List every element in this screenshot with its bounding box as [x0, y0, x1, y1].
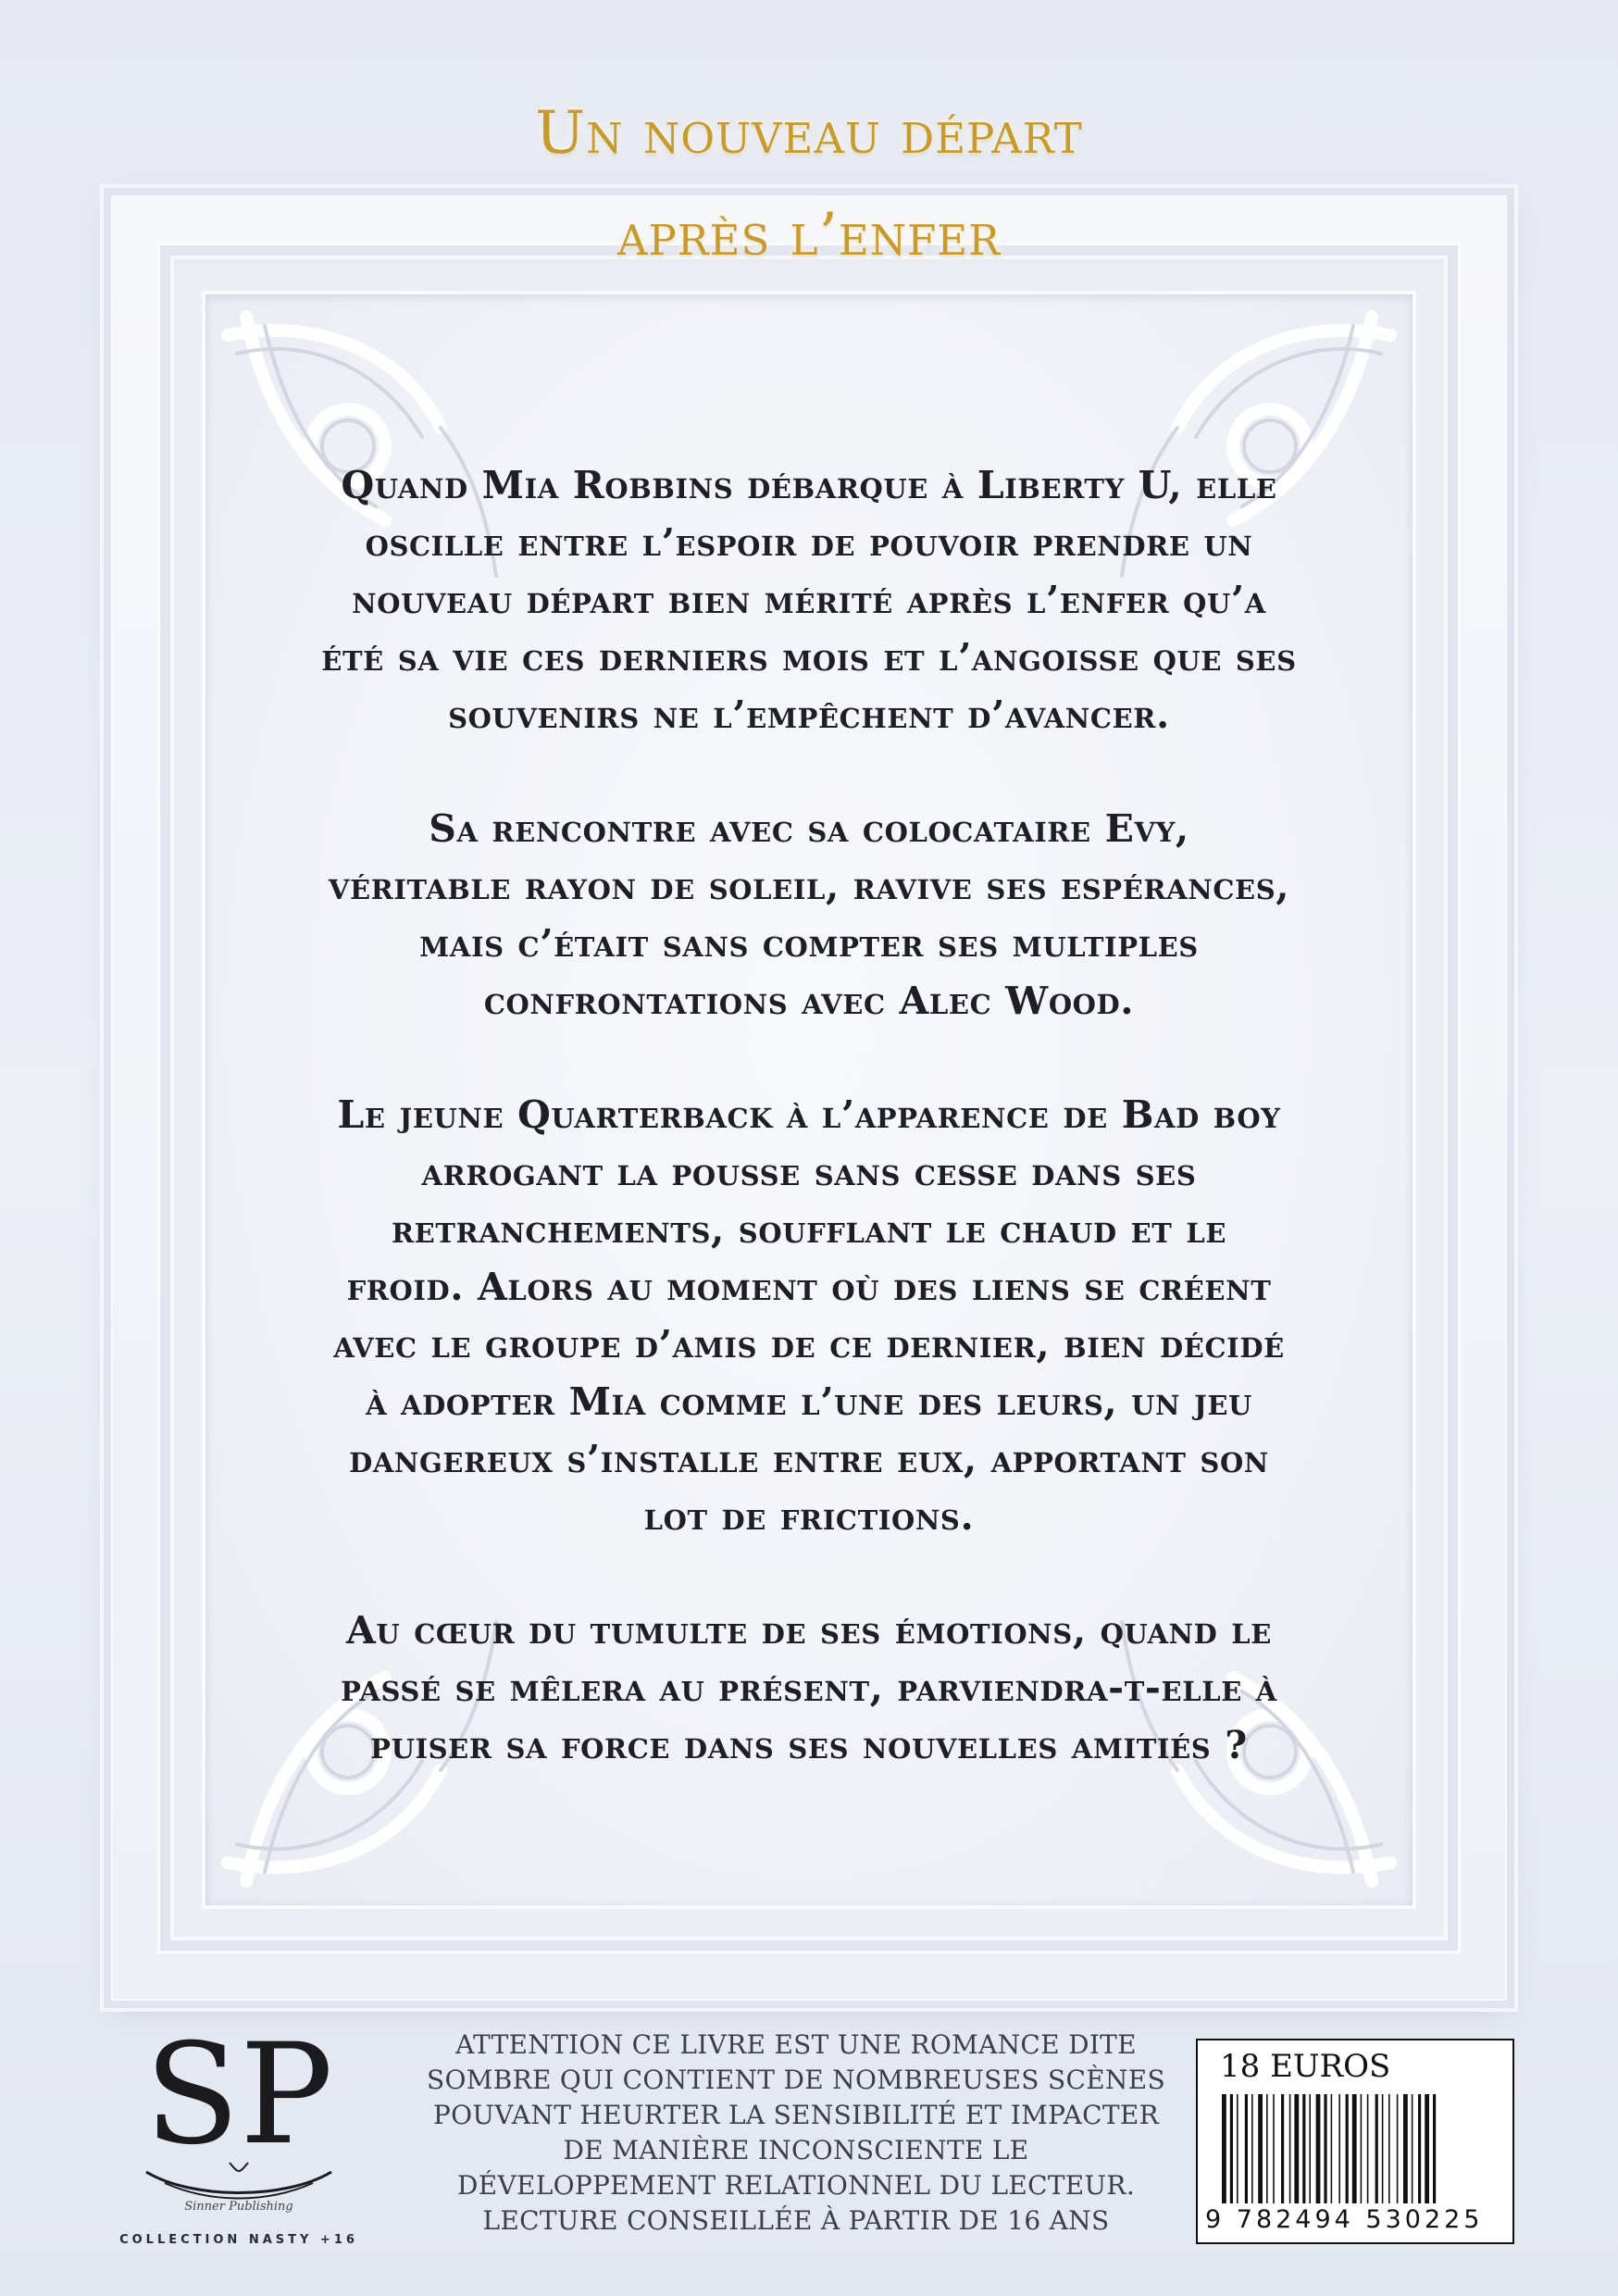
warning-line: DÉVELOPPEMENT RELATIONNEL DU LECTEUR. — [456, 2170, 1136, 2201]
barcode-bar — [1302, 2094, 1305, 2203]
barcode-bar — [1266, 2094, 1268, 2203]
warning-line: LECTURE CONSEILLÉE À PARTIR DE 16 ANS — [482, 2205, 1110, 2236]
barcode-bar — [1433, 2094, 1436, 2203]
synopsis-line: passé se mêlera au présent, parviendra-t-elle à — [341, 1666, 1277, 1710]
synopsis-line: à adopter Mia comme l’une des leurs, un jeu — [366, 1379, 1252, 1424]
publisher-logo — [109, 2015, 368, 2257]
synopsis-line: été sa vie ces derniers mois et l’angoisse que ses — [321, 635, 1297, 680]
barcode-bar — [1258, 2094, 1263, 2203]
barcode-icon — [1218, 2094, 1496, 2203]
barcode-bar — [1338, 2094, 1340, 2203]
synopsis-line: retranchements, soufflant le chaud et le — [391, 1207, 1227, 1252]
synopsis-line: Le jeune Quarterback à l’apparence de Bad boy — [337, 1092, 1281, 1137]
synopsis-line: confrontations avec Alec Wood. — [483, 979, 1135, 1023]
paragraph-gap — [222, 743, 1396, 800]
barcode-bar — [1281, 2094, 1284, 2203]
synopsis-line: avec le groupe d’amis de ce dernier, bien décidé — [333, 1322, 1285, 1366]
barcode-bar — [1375, 2094, 1378, 2203]
synopsis-line: souvenirs ne l’empêchent d’avancer. — [448, 693, 1170, 737]
collection-label: COLLECTION NASTY +16 — [119, 2233, 358, 2247]
barcode-bar — [1324, 2094, 1326, 2203]
synopsis-line: véritable rayon de soleil, ravive ses espérances, — [328, 864, 1290, 908]
content-warning — [407, 2028, 1185, 2239]
publisher-monogram: SP — [144, 2015, 333, 2176]
barcode-bar — [1352, 2094, 1357, 2203]
barcode-bar — [1245, 2094, 1248, 2203]
barcode-bar — [1273, 2094, 1275, 2203]
barcode-bar — [1230, 2094, 1233, 2203]
barcode-bar — [1251, 2094, 1253, 2203]
barcode-bar — [1403, 2094, 1408, 2203]
synopsis-line: dangereux s’installe entre eux, apportant son — [349, 1437, 1269, 1481]
barcode-bar — [1294, 2094, 1299, 2203]
warning-line: POUVANT HEURTER LA SENSIBILITÉ ET IMPACTER — [433, 2100, 1159, 2130]
warning-line: SOMBRE QUI CONTIENT DE NOMBREUSES SCÈNES — [427, 2065, 1165, 2095]
paragraph-gap — [222, 1545, 1396, 1602]
barcode-bar — [1222, 2094, 1226, 2203]
barcode-bar — [1412, 2094, 1413, 2203]
barcode-bar — [1346, 2094, 1349, 2203]
synopsis-line: Quand Mia Robbins débarque à Liberty U, elle — [341, 463, 1277, 507]
barcode-bar — [1367, 2094, 1369, 2203]
barcode-bar — [1361, 2094, 1363, 2203]
synopsis-text — [222, 456, 1396, 1774]
synopsis-line: lot de frictions. — [643, 1494, 975, 1539]
synopsis-line: mais c’était sans compter ses multiples — [419, 921, 1199, 966]
synopsis-line: Au cœur du tumulte de ses émotions, quand le — [346, 1608, 1272, 1653]
barcode-bar — [1397, 2094, 1399, 2203]
synopsis-line: nouveau départ bien mérité après l’enfer qu’a — [352, 578, 1266, 622]
barcode-bar — [1237, 2094, 1238, 2203]
barcode-bar — [1388, 2094, 1390, 2203]
barcode-bar — [1289, 2094, 1291, 2203]
publisher-name: Sinner Publishing — [184, 2200, 293, 2214]
title-line-2: après l’enfer — [616, 201, 1002, 269]
synopsis-line: froid. Alors au moment où des liens se créent — [346, 1265, 1272, 1309]
paragraph-gap — [222, 1029, 1396, 1086]
price-label: 18 EUROS — [1220, 2048, 1391, 2085]
warning-line: DE MANIÈRE INCONSCIENTE LE — [563, 2135, 1029, 2165]
barcode-bar — [1331, 2094, 1333, 2203]
swash-ornament-icon — [137, 2155, 341, 2202]
synopsis-line: puiser sa force dans ses nouvelles amitiés ? — [370, 1723, 1248, 1767]
title-line-1: Un nouveau départ — [535, 99, 1083, 168]
synopsis-line: arrogant la pousse sans cesse dans ses — [421, 1150, 1197, 1194]
price-barcode-box — [1196, 2039, 1514, 2244]
synopsis-line: Sa rencontre avec sa colocataire Evy, — [429, 806, 1189, 851]
warning-line: ATTENTION CE LIVRE EST UNE ROMANCE DITE — [455, 2029, 1137, 2060]
barcode-bar — [1309, 2094, 1311, 2203]
barcode-bar — [1316, 2094, 1321, 2203]
barcode-bar — [1425, 2094, 1429, 2203]
barcode-bar — [1382, 2094, 1384, 2203]
synopsis-line: oscille entre l’espoir de pouvoir prendre un — [365, 520, 1253, 565]
barcode-bar — [1418, 2094, 1421, 2203]
isbn-number: 9 782494 530225 — [1205, 2205, 1484, 2234]
